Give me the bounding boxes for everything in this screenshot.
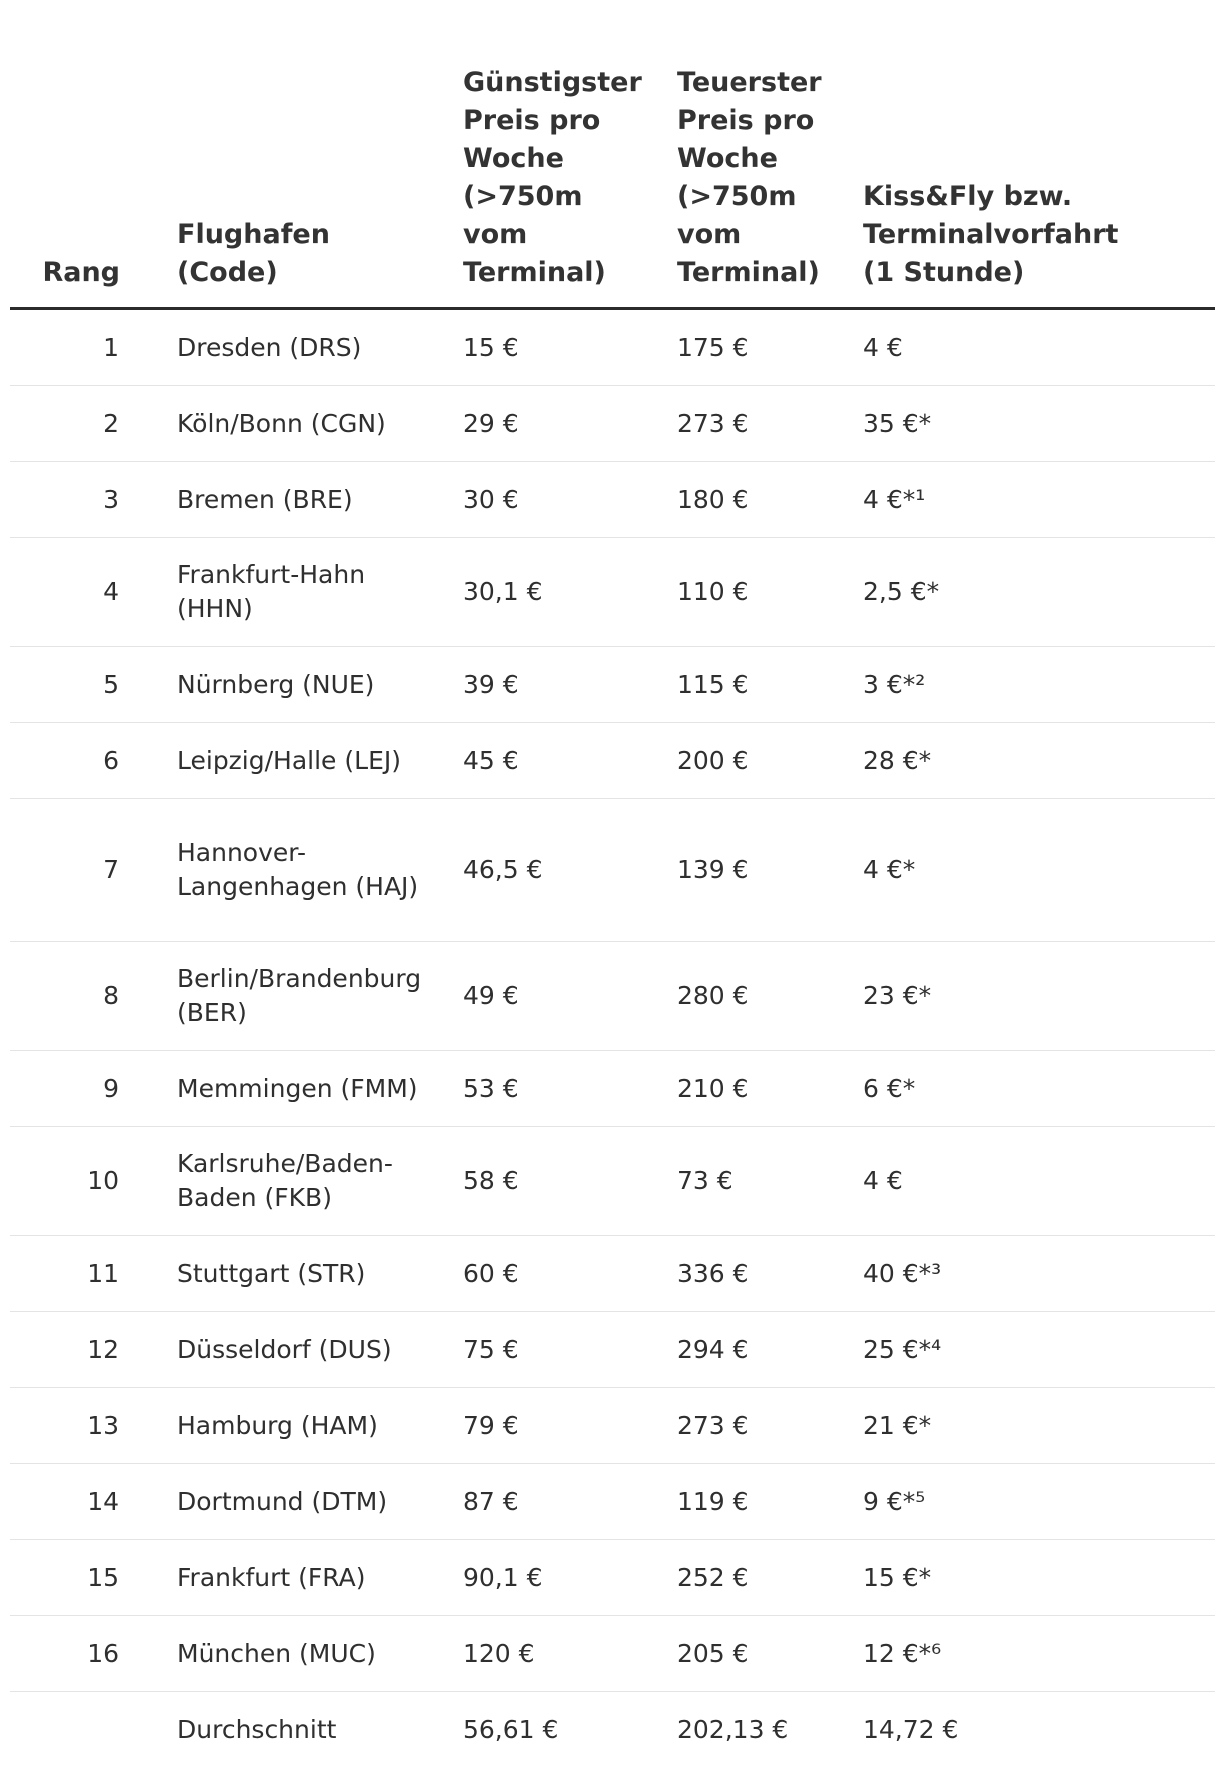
cell-rang: 4 [10, 538, 177, 647]
table-row [10, 462, 1215, 538]
cell-kissfly: 4 €*¹ [863, 462, 1215, 538]
average-row [10, 1692, 1215, 1767]
cell-rang: 9 [10, 1051, 177, 1127]
cell-kissfly: 2,5 €* [863, 538, 1215, 647]
table-body [10, 309, 1215, 1767]
table-row [10, 799, 1215, 942]
cell-min-price: 53 € [463, 1051, 677, 1127]
cell-kissfly: 4 € [863, 309, 1215, 386]
cell-rang: 13 [10, 1388, 177, 1464]
table-row [10, 309, 1215, 386]
cell-flughafen: Nürnberg (NUE) [177, 647, 463, 723]
cell-min-price: 15 € [463, 309, 677, 386]
table-row [10, 1388, 1215, 1464]
cell-rang: 2 [10, 386, 177, 462]
table-row [10, 1540, 1215, 1616]
table-row [10, 386, 1215, 462]
cell-rang: 15 [10, 1540, 177, 1616]
cell-flughafen: Bremen (BRE) [177, 462, 463, 538]
cell-flughafen: Frankfurt-Hahn (HHN) [177, 538, 463, 647]
cell-min-price: 120 € [463, 1616, 677, 1692]
table-row [10, 942, 1215, 1051]
table-row [10, 1312, 1215, 1388]
cell-rang: 8 [10, 942, 177, 1051]
cell-max-price: 280 € [677, 942, 863, 1051]
header-min-price: Günstigster Preis pro Woche (>750m vom Terminal) [463, 0, 677, 309]
cell-max-price: 273 € [677, 1388, 863, 1464]
cell-max-price: 336 € [677, 1236, 863, 1312]
cell-min-price: 30 € [463, 462, 677, 538]
cell-flughafen: Stuttgart (STR) [177, 1236, 463, 1312]
cell-min-price: 46,5 € [463, 799, 677, 942]
cell-flughafen: Frankfurt (FRA) [177, 1540, 463, 1616]
cell-average-max-price: 202,13 € [677, 1692, 863, 1767]
cell-min-price: 90,1 € [463, 1540, 677, 1616]
cell-average-kissfly: 14,72 € [863, 1692, 1215, 1767]
cell-average-min-price: 56,61 € [463, 1692, 677, 1767]
header-kissfly: Kiss&Fly bzw. Terminalvorfahrt (1 Stunde) [863, 0, 1215, 309]
header-max-price: Teuerster Preis pro Woche (>750m vom Terminal) [677, 0, 863, 309]
cell-kissfly: 40 €*³ [863, 1236, 1215, 1312]
cell-kissfly: 9 €*⁵ [863, 1464, 1215, 1540]
cell-rang: 1 [10, 309, 177, 386]
header-flughafen: Flughafen (Code) [177, 0, 463, 309]
cell-max-price: 294 € [677, 1312, 863, 1388]
cell-rang: 11 [10, 1236, 177, 1312]
cell-kissfly: 6 €* [863, 1051, 1215, 1127]
cell-max-price: 110 € [677, 538, 863, 647]
cell-flughafen: Dortmund (DTM) [177, 1464, 463, 1540]
cell-kissfly: 4 €* [863, 799, 1215, 942]
cell-rang: 12 [10, 1312, 177, 1388]
cell-max-price: 73 € [677, 1127, 863, 1236]
cell-min-price: 30,1 € [463, 538, 677, 647]
cell-kissfly: 15 €* [863, 1540, 1215, 1616]
cell-flughafen: Karlsruhe/Baden-Baden (FKB) [177, 1127, 463, 1236]
cell-min-price: 75 € [463, 1312, 677, 1388]
table-header [10, 0, 1215, 309]
cell-max-price: 180 € [677, 462, 863, 538]
cell-kissfly: 12 €*⁶ [863, 1616, 1215, 1692]
cell-kissfly: 35 €* [863, 386, 1215, 462]
cell-flughafen: Berlin/Brandenburg (BER) [177, 942, 463, 1051]
cell-rang: 7 [10, 799, 177, 942]
cell-max-price: 139 € [677, 799, 863, 942]
table-row [10, 1464, 1215, 1540]
cell-kissfly: 23 €* [863, 942, 1215, 1051]
cell-kissfly: 25 €*⁴ [863, 1312, 1215, 1388]
cell-kissfly: 3 €*² [863, 647, 1215, 723]
cell-max-price: 175 € [677, 309, 863, 386]
cell-flughafen: Köln/Bonn (CGN) [177, 386, 463, 462]
table-row [10, 1051, 1215, 1127]
cell-min-price: 45 € [463, 723, 677, 799]
cell-max-price: 273 € [677, 386, 863, 462]
cell-flughafen: Leipzig/Halle (LEJ) [177, 723, 463, 799]
cell-max-price: 119 € [677, 1464, 863, 1540]
cell-flughafen: Dresden (DRS) [177, 309, 463, 386]
cell-flughafen: Memmingen (FMM) [177, 1051, 463, 1127]
cell-rang: 5 [10, 647, 177, 723]
cell-max-price: 205 € [677, 1616, 863, 1692]
table-row [10, 647, 1215, 723]
cell-max-price: 200 € [677, 723, 863, 799]
table-row [10, 538, 1215, 647]
cell-rang: 6 [10, 723, 177, 799]
cell-max-price: 252 € [677, 1540, 863, 1616]
cell-average-label: Durchschnitt [177, 1692, 463, 1767]
cell-flughafen: Hannover-Langenhagen (HAJ) [177, 799, 463, 942]
cell-rang: 14 [10, 1464, 177, 1540]
cell-max-price: 115 € [677, 647, 863, 723]
cell-rang: 10 [10, 1127, 177, 1236]
table-row [10, 1616, 1215, 1692]
cell-min-price: 49 € [463, 942, 677, 1051]
cell-min-price: 79 € [463, 1388, 677, 1464]
table-row [10, 1127, 1215, 1236]
cell-min-price: 87 € [463, 1464, 677, 1540]
cell-min-price: 60 € [463, 1236, 677, 1312]
cell-rang: 16 [10, 1616, 177, 1692]
header-rang: Rang [10, 0, 177, 309]
cell-flughafen: Düsseldorf (DUS) [177, 1312, 463, 1388]
table-row [10, 1236, 1215, 1312]
cell-rang: 3 [10, 462, 177, 538]
airport-parking-table [10, 0, 1215, 1767]
header-row [10, 0, 1215, 309]
cell-flughafen: Hamburg (HAM) [177, 1388, 463, 1464]
cell-max-price: 210 € [677, 1051, 863, 1127]
cell-min-price: 29 € [463, 386, 677, 462]
cell-kissfly: 28 €* [863, 723, 1215, 799]
table-row [10, 723, 1215, 799]
cell-rang [10, 1692, 177, 1767]
cell-min-price: 39 € [463, 647, 677, 723]
cell-kissfly: 21 €* [863, 1388, 1215, 1464]
cell-flughafen: München (MUC) [177, 1616, 463, 1692]
cell-kissfly: 4 € [863, 1127, 1215, 1236]
cell-min-price: 58 € [463, 1127, 677, 1236]
